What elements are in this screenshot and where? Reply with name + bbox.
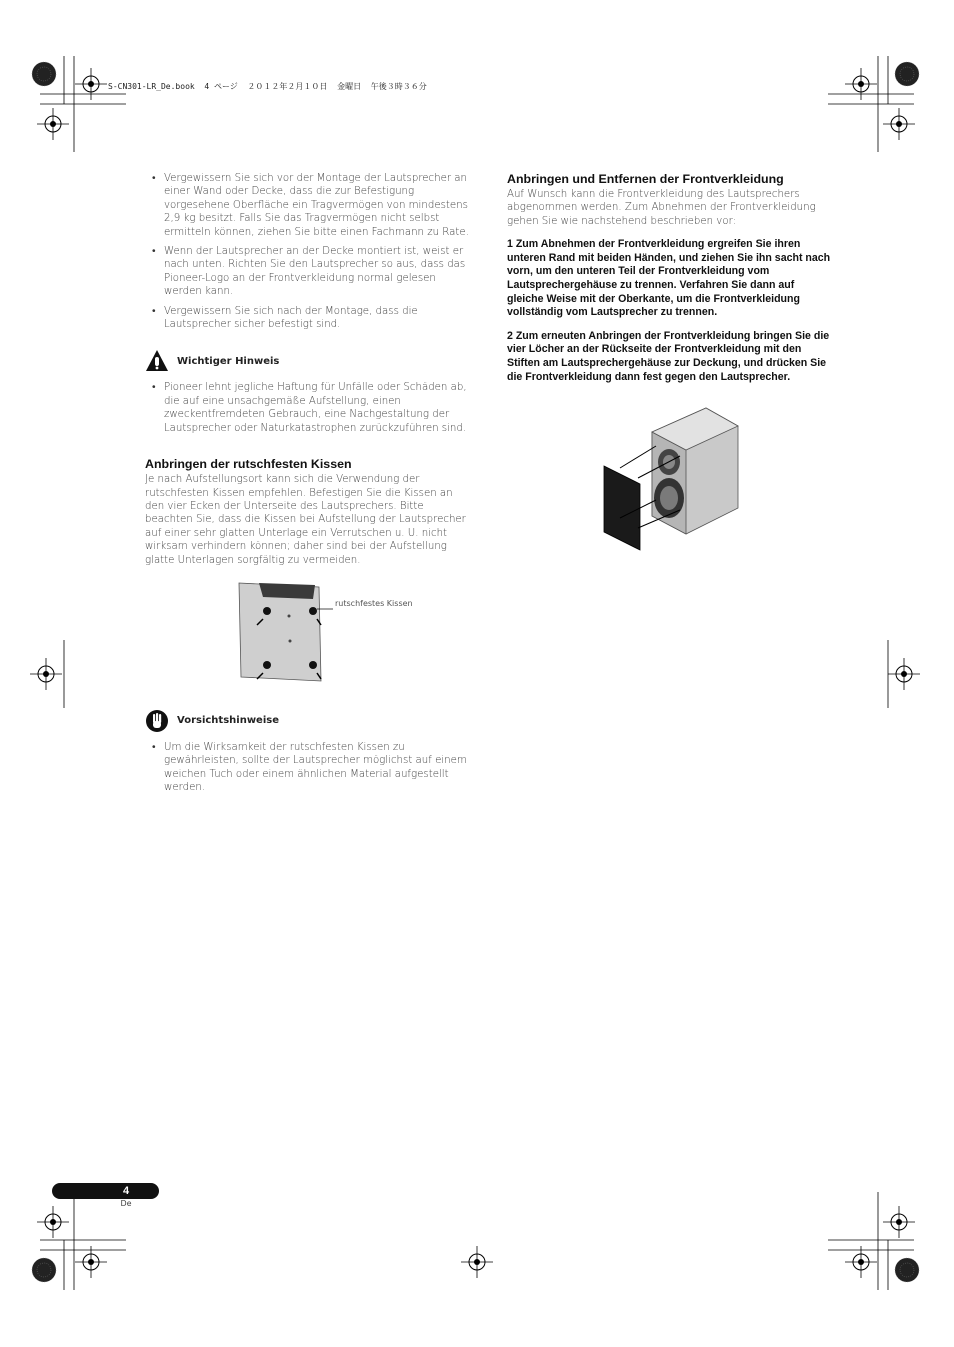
pads-paragraph: Je nach Aufstellungsort kann sich die Verwendung der rutschfesten Kissen empfehlen. Befestigen Sie die Kissen an den vier Ecken der Unterseite des Lautsprechers. Bitte beachten Sie, dass die Kissen bei Aufstellung der Lautsprecher auf einer sehr glatten Unterlage ein Verrutschen u. U. nicht wirksam verhindern können; daher sind bei der Aufstellung glatte Unterlagen sorgfältig zu vermeiden.	[145, 474, 466, 566]
pad-caption: rutschfestes Kissen	[335, 598, 413, 608]
mounting-notes-list	[145, 172, 470, 331]
pads-figure	[145, 581, 470, 709]
list-item: • Pioneer lehnt jegliche Haftung für Unfälle oder Schäden ab, die auf eine unsachgemäße Aufstellung, einen zweckentfremdeten Gebrauch, eine Nachgestaltung der Lautsprecher oder Naturkatastrophen zurückzuführen sind.	[145, 381, 470, 435]
warning-hand-icon	[145, 349, 169, 373]
list-item: • Um die Wirksamkeit der rutschfesten Kissen zu gewährleisten, sollte der Lautsprecher möglichst auf einem weichen Tuch oder einem ähnlichen Material aufgestellt werden.	[145, 741, 470, 795]
important-note-title: Wichtiger Hinweis	[177, 355, 280, 367]
caution-title: Vorsichtshinweise	[177, 715, 280, 727]
caution-hand-icon	[145, 709, 169, 733]
grille-removal-illustration	[600, 404, 744, 554]
important-note-list	[145, 381, 470, 435]
step-item: 2 Zum erneuten Anbringen der Frontverkleidung bringen Sie die vier Löcher an der Rückseite der Frontverkleidung mit den Stiften am Lautsprechergehäuse zur Deckung, und drücken Sie die Frontverkleidung dann fest gegen den Lautsprecher.	[507, 329, 830, 383]
print-header: S-CN301-LR_De.book 4 ページ ２０１２年２月１０日 金曜日 午後３時３６分	[108, 82, 427, 91]
grille-intro: Auf Wunsch kann die Frontverkleidung des Lautsprechers abgenommen werden. Zum Abnehmen der Frontverkleidung gehen Sie wie nachstehend beschrieben vor:	[507, 189, 816, 227]
page-number: 4	[122, 1185, 130, 1197]
page-language: De	[120, 1199, 132, 1208]
grille-heading: Anbringen und Entfernen der Frontverkleidung	[507, 172, 784, 186]
step-item: 1 Zum Abnehmen der Frontverkleidung ergreifen Sie ihren unteren Rand mit beiden Händen, und ziehen Sie ihn sacht nach vorn, um den unteren Teil der Frontverkleidung vom Lautsprechergehäuse zu trennen. Verfahren Sie dann auf gleiche Weise mit der Oberkante, um die Frontverkleidung vollständig vom Lautsprecher zu trennen.	[507, 238, 831, 319]
important-note-header	[145, 349, 470, 373]
speaker-bottom-illustration	[233, 581, 333, 685]
right-column	[507, 172, 832, 384]
left-column	[145, 172, 470, 801]
pads-heading: Anbringen der rutschfesten Kissen	[145, 457, 352, 472]
list-item: • Vergewissern Sie sich vor der Montage der Lautsprecher an einer Wand oder Decke, dass die zur Befestigung vorgesehene Oberfläche ein Tragvermögen von mindestens 2,9 kg besitzt. Falls Sie das Tragvermögen nicht selbst ermitteln können, ziehen Sie bitte einen Fachmann zu Rate.	[145, 172, 470, 239]
caution-list	[145, 741, 470, 795]
list-item: • Vergewissern Sie sich nach der Montage, dass die Lautsprecher sicher befestigt sind.	[145, 305, 470, 332]
list-item: • Wenn der Lautsprecher an der Decke montiert ist, weist er nach unten. Richten Sie den Lautsprecher so aus, dass das Pioneer-Logo an der Frontverkleidung normal gelesen werden kann.	[145, 245, 470, 299]
caution-header	[145, 709, 470, 733]
